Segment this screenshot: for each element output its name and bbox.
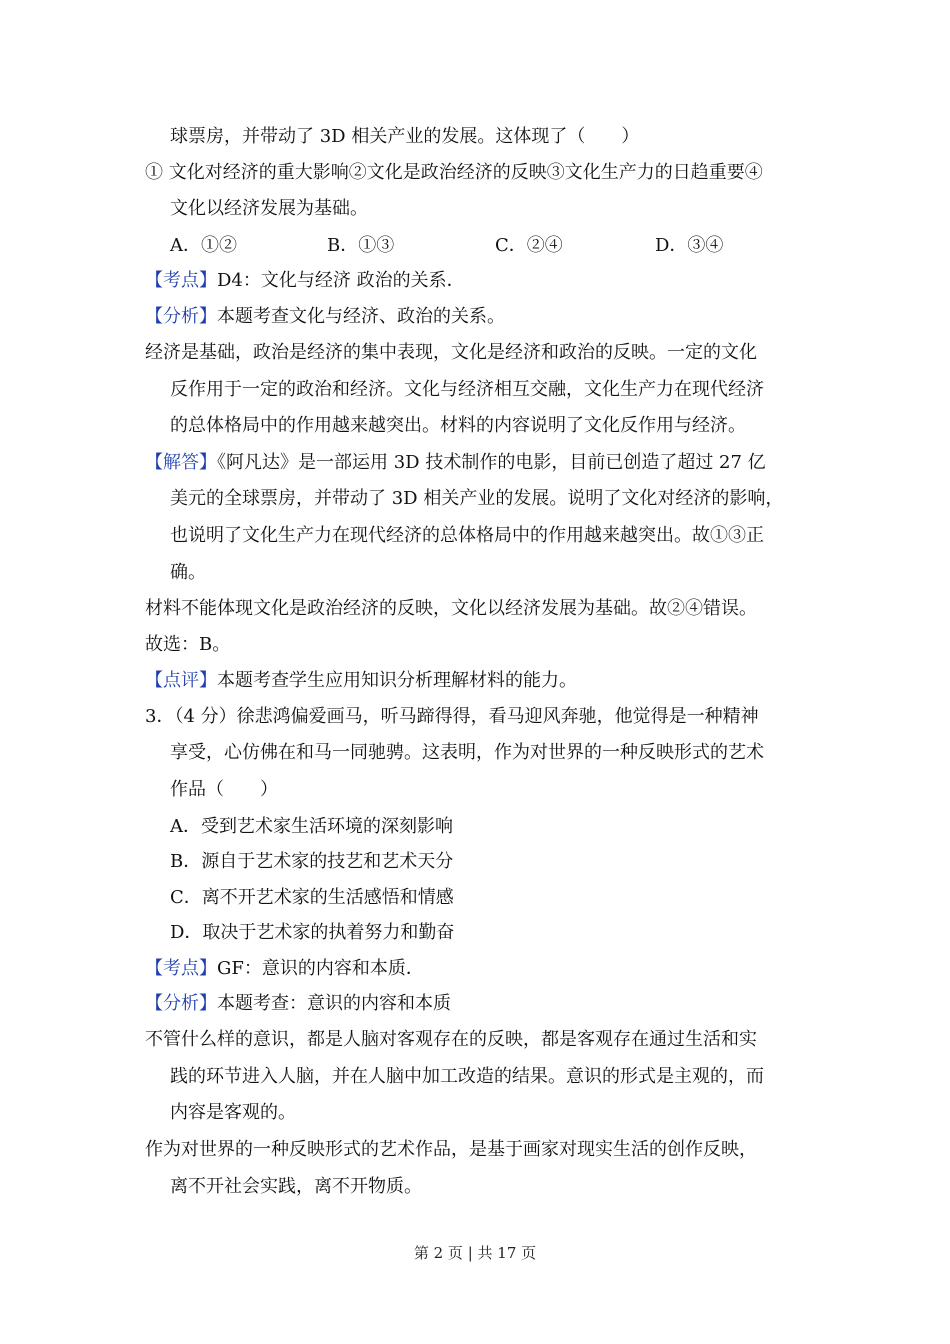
kaodian-tag: 【考点】: [145, 270, 217, 291]
q3-fenxi-body-1: 不管什么样的意识，都是人脑对客观存在的反映，都是客观存在通过生活和实: [145, 1029, 757, 1050]
q3-fenxi-body-2: 践的环节进入人脑，并在人脑中加工改造的结果。意识的形式是主观的，而: [170, 1066, 764, 1087]
q2-answer: 故选：B。: [145, 634, 231, 655]
kaodian-text: D4：文化与经济 政治的关系．: [217, 270, 465, 291]
q2-jieda: [145, 450, 766, 476]
dianping-text: 本题考查学生应用知识分析理解材料的能力。: [217, 670, 577, 691]
q3-fenxi-body2-1: 作为对世界的一种反映形式的艺术作品，是基于画家对现实生活的创作反映，: [145, 1139, 757, 1160]
q2-fenxi-body-2: 反作用于一定的政治和经济。文化与经济相互交融，文化生产力在现代经济: [170, 379, 764, 400]
q3-option-b: B．源自于艺术家的技艺和艺术天分: [170, 851, 454, 872]
q2-choices-line-1: ① 文化对经济的重大影响②文化是政治经济的反映③文化生产力的日趋重要④: [145, 162, 763, 183]
q3-fenxi-body2-2: 离不开社会实践，离不开物质。: [170, 1176, 422, 1197]
q2-option-d: D．③④: [655, 235, 724, 256]
q3-kaodian: [145, 956, 424, 982]
q2-kaodian: [145, 268, 465, 294]
q2-fenxi-body-1: 经济是基础，政治是经济的集中表现，文化是经济和政治的反映。一定的文化: [145, 342, 757, 363]
q2-dianping: [145, 668, 577, 694]
q3-stem-1: 3．（4 分）徐悲鸿偏爱画马，听马蹄得得，看马迎风奔驰，他觉得是一种精神: [145, 706, 759, 727]
kaodian-text: GF：意识的内容和本质．: [217, 958, 424, 979]
jieda-text: 《阿凡达》是一部运用 3D 技术制作的电影，目前已创造了超过 27 亿: [217, 452, 766, 473]
dianping-tag: 【点评】: [145, 670, 217, 691]
fenxi-tag: 【分析】: [145, 306, 217, 327]
q3-stem-2: 享受，心仿佛在和马一同驰骋。这表明，作为对世界的一种反映形式的艺术: [170, 742, 764, 763]
q2-option-c: C．②④: [495, 235, 563, 256]
q2-option-a: A．①②: [170, 235, 237, 256]
jieda-tag: 【解答】: [145, 452, 217, 473]
q2-fenxi: [145, 304, 505, 330]
q2-choices-line-2: 文化以经济发展为基础。: [170, 198, 368, 219]
q3-option-a: A．受到艺术家生活环境的深刻影响: [170, 816, 453, 837]
q2-fenxi-body-3: 的总体格局中的作用越来越突出。材料的内容说明了文化反作用与经济。: [170, 415, 746, 436]
q2-jieda-body-1: 美元的全球票房，并带动了 3D 相关产业的发展。说明了文化对经济的影响，: [170, 488, 784, 509]
q2-jieda-extra: 材料不能体现文化是政治经济的反映，文化以经济发展为基础。故②④错误。: [145, 598, 757, 619]
q3-stem-3: 作品（ ）: [170, 779, 278, 800]
q3-fenxi-body-3: 内容是客观的。: [170, 1102, 296, 1123]
fenxi-tag: 【分析】: [145, 993, 217, 1014]
fenxi-text: 本题考查：意识的内容和本质: [217, 993, 451, 1014]
q2-stem-continuation: 球票房，并带动了 3D 相关产业的发展。这体现了（ ）: [170, 126, 640, 147]
q2-jieda-body-3: 确。: [170, 562, 206, 583]
kaodian-tag: 【考点】: [145, 958, 217, 979]
q2-jieda-body-2: 也说明了文化生产力在现代经济的总体格局中的作用越来越突出。故①③正: [170, 525, 764, 546]
q3-option-c: C．离不开艺术家的生活感悟和情感: [170, 887, 454, 908]
page-footer: 第 2 页 | 共 17 页: [413, 1244, 537, 1262]
q3-fenxi: [145, 991, 451, 1017]
q3-option-d: D．取决于艺术家的执着努力和勤奋: [170, 922, 455, 943]
fenxi-text: 本题考查文化与经济、政治的关系。: [217, 306, 505, 327]
q2-option-b: B．①③: [327, 235, 395, 256]
